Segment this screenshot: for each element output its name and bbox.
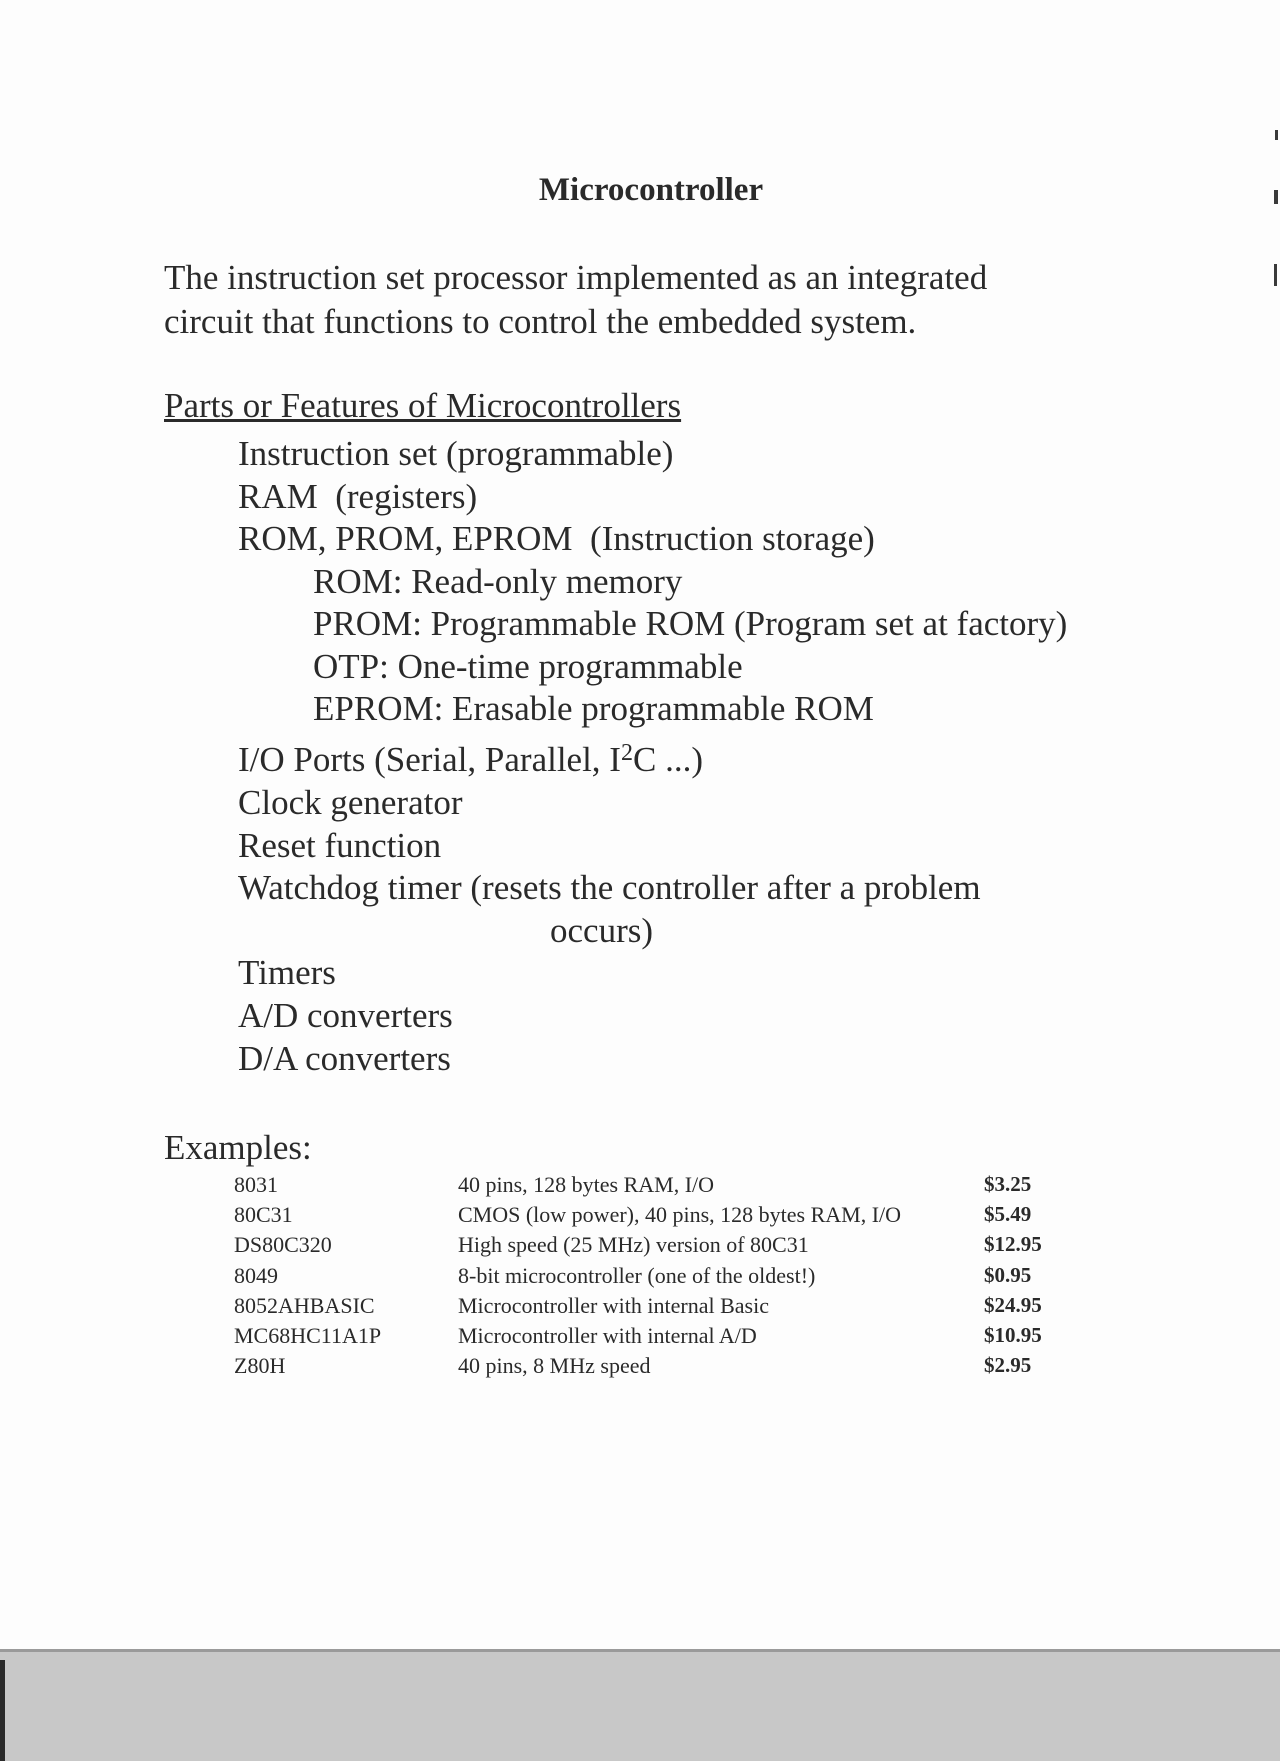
feature-instruction-set: Instruction set (programmable) bbox=[238, 434, 674, 473]
scan-artifact bbox=[1275, 130, 1278, 140]
feature-rom: ROM, PROM, EPROM (Instruction storage) bbox=[238, 519, 875, 558]
example-price: $24.95 bbox=[984, 1293, 1042, 1317]
feature-io-ports bbox=[238, 740, 703, 780]
feature-otp-definition: OTP: One-time programmable bbox=[313, 647, 743, 686]
example-description: 40 pins, 128 bytes RAM, I/O bbox=[458, 1172, 715, 1197]
example-price: $3.25 bbox=[984, 1172, 1032, 1196]
example-description: CMOS (low power), 40 pins, 128 bytes RAM, I/O bbox=[458, 1202, 902, 1227]
example-part-number: Z80H bbox=[234, 1353, 286, 1378]
feature-rom-definition: ROM: Read-only memory bbox=[313, 562, 683, 601]
io-ports-superscript: 2 bbox=[620, 740, 633, 766]
example-description: High speed (25 MHz) version of 80C31 bbox=[458, 1232, 809, 1257]
feature-da-converters: D/A converters bbox=[238, 1039, 451, 1078]
example-part-number: 80C31 bbox=[234, 1202, 293, 1227]
scan-artifact bbox=[1274, 264, 1277, 286]
io-ports-text: I/O Ports (Serial, Parallel, I bbox=[238, 740, 621, 779]
example-part-number: 8031 bbox=[234, 1172, 278, 1197]
example-price: $5.49 bbox=[984, 1202, 1032, 1226]
io-ports-text-end: C ...) bbox=[632, 740, 703, 779]
example-description: 8-bit microcontroller (one of the oldest!) bbox=[458, 1263, 816, 1288]
scanner-background bbox=[0, 1652, 1280, 1761]
feature-watchdog-timer: Watchdog timer (resets the controller after a problem bbox=[238, 868, 981, 907]
feature-reset-function: Reset function bbox=[238, 826, 442, 865]
intro-paragraph bbox=[164, 256, 987, 344]
feature-watchdog-timer-continued: occurs) bbox=[550, 911, 654, 950]
example-part-number: DS80C320 bbox=[234, 1232, 332, 1257]
example-part-number: MC68HC11A1P bbox=[234, 1323, 382, 1348]
feature-timers: Timers bbox=[238, 953, 336, 992]
feature-ad-converters: A/D converters bbox=[238, 996, 453, 1035]
page-title: Microcontroller bbox=[538, 172, 764, 208]
examples-heading: Examples: bbox=[164, 1128, 312, 1167]
intro-line-1: The instruction set processor implemented as an integrated bbox=[164, 258, 988, 297]
feature-eprom-definition: EPROM: Erasable programmable ROM bbox=[313, 689, 874, 728]
example-description: Microcontroller with internal Basic bbox=[458, 1293, 769, 1318]
feature-prom-definition: PROM: Programmable ROM (Program set at factory) bbox=[313, 604, 1068, 643]
feature-clock-generator: Clock generator bbox=[238, 783, 463, 822]
example-description: Microcontroller with internal A/D bbox=[458, 1323, 757, 1348]
example-price: $10.95 bbox=[984, 1323, 1042, 1347]
example-price: $0.95 bbox=[984, 1263, 1032, 1287]
example-price: $12.95 bbox=[984, 1232, 1042, 1256]
parts-heading: Parts or Features of Microcontrollers bbox=[164, 386, 682, 425]
scanner-edge-mark bbox=[0, 1660, 5, 1761]
example-description: 40 pins, 8 MHz speed bbox=[458, 1353, 651, 1378]
intro-line-2: circuit that functions to control the embedded system. bbox=[164, 302, 917, 341]
feature-ram: RAM (registers) bbox=[238, 477, 478, 516]
example-price: $2.95 bbox=[984, 1353, 1032, 1377]
example-part-number: 8052AHBASIC bbox=[234, 1293, 375, 1318]
example-part-number: 8049 bbox=[234, 1263, 278, 1288]
